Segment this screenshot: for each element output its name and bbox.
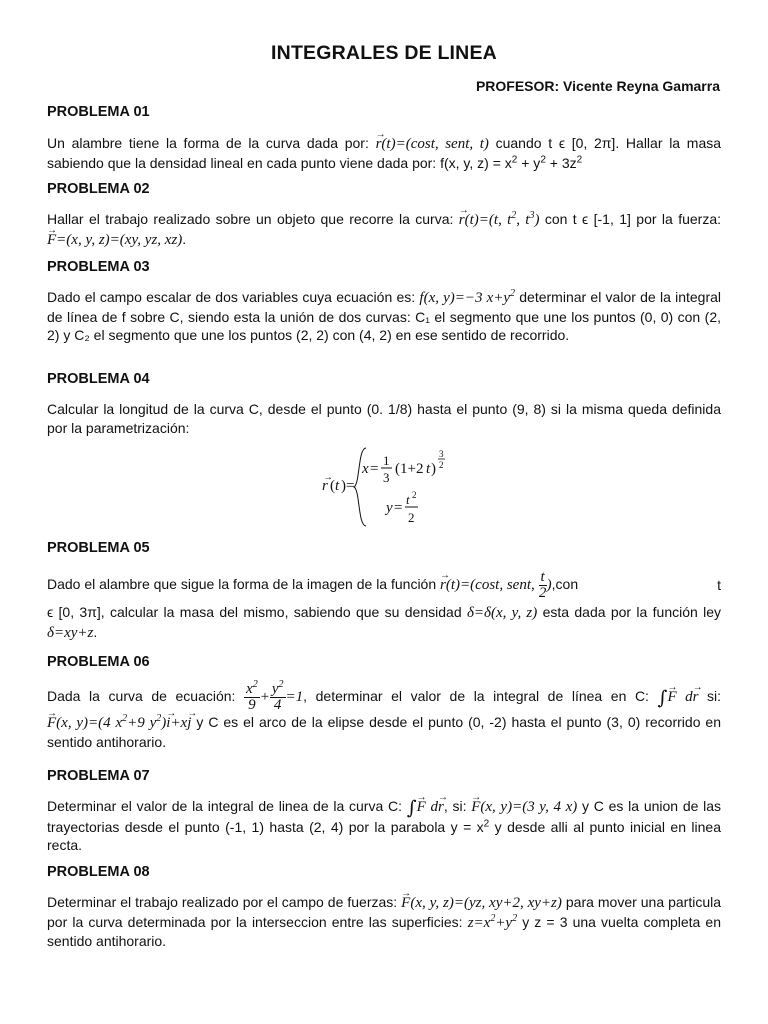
- formula-density: δ=δ(x, y, z): [466, 605, 538, 621]
- svg-text:3: 3: [383, 470, 390, 485]
- formula-line-integral: ∫→ F d→ r: [658, 689, 699, 705]
- svg-text:=: =: [370, 461, 379, 477]
- svg-text:y: y: [386, 500, 393, 516]
- svg-text:): ): [431, 461, 436, 477]
- formula-r-of-t: → r(t)=(cost, sent, t): [376, 136, 489, 152]
- svg-text:3: 3: [439, 449, 444, 459]
- problem-07-text: Determinar el valor de la integral de linea de la curva C: ∫→ F d→ r, si: → F(x, y)=(3 y, 4 x) y C es la union de las trayectorias desde el punto (-1, 1) hasta (2, 4) por la parabola $y = x^2$ y desde alli al punto inicial en linea recta.: [47, 797, 721, 855]
- svg-text:r: r: [322, 478, 328, 494]
- problem-04-text: Calcular la longitud de la curva C, desde el punto (0. 1/8) hasta el punto (9, 8) si la misma queda definida por la parametrización:: [47, 401, 721, 436]
- formula-density-law: δ=xy+z: [47, 624, 94, 641]
- formula-wire-curve: → r(t)=(cost, sent, $\frac{t}{2}$ ): [440, 577, 552, 593]
- svg-text:→: →: [323, 472, 333, 483]
- svg-text:t: t: [426, 461, 431, 477]
- svg-text:t: t: [335, 478, 340, 494]
- svg-text:t: t: [406, 492, 410, 507]
- svg-text:2: 2: [408, 510, 415, 525]
- problem-01-heading: PROBLEMA 01: [47, 104, 150, 120]
- svg-text:=: =: [394, 500, 403, 516]
- problem-05-text: Dado el alambre que sigue la forma de la imagen de la función → r(t)=(cost, sent, $\frac{t}{2}$ ),con t ϵ [0, 3π], calcular la masa del mismo, sabiendo que su densidad δ=δ(x, y, z) esta dada por la función ley δ=xy+z.: [47, 570, 721, 642]
- formula-force: → F=(x, y, z)=(xy, yz, xz): [47, 232, 182, 248]
- parametrization-formula: [322, 446, 462, 528]
- problem-06-text: Dada la curva de ecuación: $\frac{x^2}{9}$ + $\frac{y^2}{4}$ =1, determinar el valor de la integral de línea en C: ∫→ F d→ r si: → F(x, y)=(4 $x^2+9$ $y^2)\to i+x\to j$ y C es el arco de la elipse desde el punto (0, -2) hasta el punto (3, 0) recorrido en sentido antihorario.: [47, 682, 721, 751]
- problem-03-text: Dado el campo escalar de dos variables cuya ecuación es: f(x, y)=−3 $x+y^2$ determinar el valor de la integral de línea de f sobre C, siendo esta la unión de dos curvas: C₁ el segmento que une los puntos (0, 0) con (2, 2) y C₂ el segmento que une los puntos (2, 2) con (4, 2) en ese sentido de recorrido.: [47, 288, 722, 343]
- problem-03-heading: PROBLEMA 03: [47, 259, 150, 275]
- svg-text:2: 2: [412, 490, 417, 500]
- problem-08-text: Determinar el trabajo realizado por el campo de fuerzas: → F(x, y, z)=(yz, xy+2, xy+z) para mover una particula por la curva determinada por la interseccion entre las superficies: $z=x^2+y^2$ y z = 3 una vuelta completa en sentido antihorario.: [47, 893, 721, 951]
- svg-text:(1+2: (1+2: [395, 461, 424, 477]
- svg-text:)=: )=: [341, 478, 355, 494]
- formula-vector-field-7: → F(x, y)=(3 y, 4 x): [471, 799, 577, 815]
- formula-scalar-field: f(x, y)=−3 $x+y^2$: [419, 288, 516, 306]
- formula-curve: → r(t)=(t, $t^2$, $t^3$): [459, 212, 540, 228]
- problem-02-text: Hallar el trabajo realizado sobre un objeto que recorre la curva: → r(t)=(t, $t^2$, $t^3$) con t ϵ [-1, 1] por la fuerza: → F=(x, y, z)=(xy, yz, xz).: [47, 210, 721, 249]
- problem-08-heading: PROBLEMA 08: [47, 864, 150, 880]
- parametrization-system: [322, 446, 462, 528]
- svg-text:x: x: [362, 461, 369, 477]
- problem-02-heading: PROBLEMA 02: [47, 181, 150, 197]
- svg-text:1: 1: [383, 453, 390, 468]
- professor-name: PROFESOR: Vicente Reyna Gamarra: [475, 78, 720, 94]
- formula-line-integral-7: ∫→ F d→ r: [407, 799, 444, 815]
- formula-vector-field: → F(x, y)=(4 $x^2+9$ $y^2)\to i+x\to j$: [47, 715, 191, 731]
- problem-07-heading: PROBLEMA 07: [47, 768, 150, 784]
- formula-ellipse: $\frac{x^2}{9}$ + $\frac{y^2}{4}$ =1: [246, 679, 304, 713]
- formula-paraboloid: $z=x^2+y^2$: [467, 912, 518, 931]
- formula-force-field-8: → F(x, y, z)=(yz, xy+2, xy+z): [401, 895, 562, 911]
- svg-text:(: (: [330, 478, 335, 494]
- problem-04-heading: PROBLEMA 04: [47, 371, 150, 387]
- svg-text:2: 2: [439, 460, 444, 470]
- problem-05-heading: PROBLEMA 05: [47, 540, 150, 556]
- problem-06-heading: PROBLEMA 06: [47, 654, 150, 670]
- document-title: INTEGRALES DE LINEA: [271, 42, 497, 64]
- problem-01-text: Un alambre tiene la forma de la curva dada por: → r(t)=(cost, sent, t) cuando t ϵ [0, 2π]. Hallar la masa sabiendo que la densidad lineal en cada punto viene dada por: f(x, y, $z) = x^2 + y^2 + 3z^2$: [47, 134, 721, 172]
